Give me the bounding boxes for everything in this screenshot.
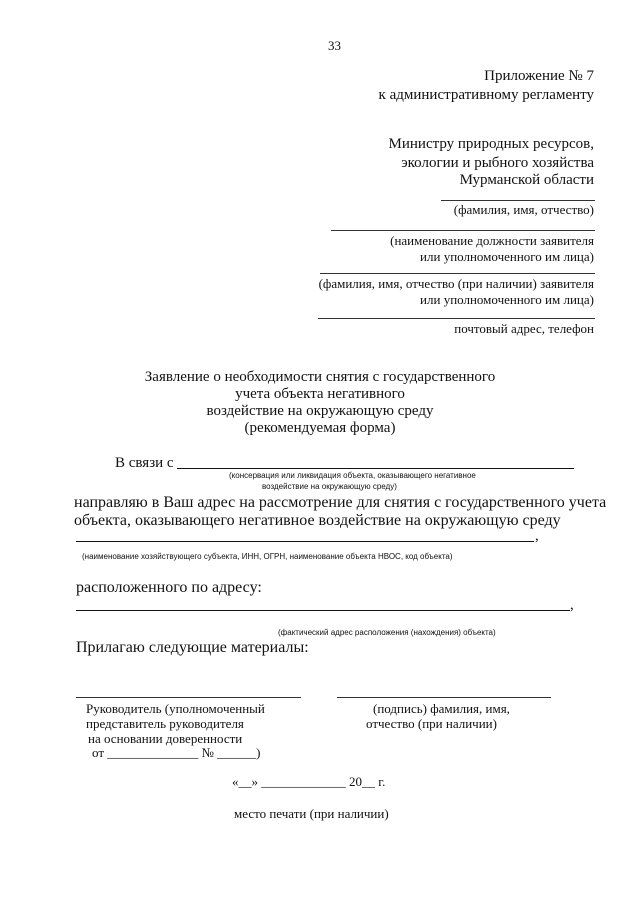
attachments-label: Прилагаю следующие материалы: <box>76 639 309 656</box>
signatory-caption-3: на основании доверенности <box>88 731 243 746</box>
reason-hint-1: (консервация или ликвидация объекта, оказывающего негативное <box>229 471 476 480</box>
date-line: «__» _____________ 20__ г. <box>232 774 386 789</box>
signature-caption-2: отчество (при наличии) <box>366 716 497 731</box>
reason-hint-2: воздействие на окружающую среду) <box>262 482 397 491</box>
appendix-title: Приложение № 7 <box>484 68 594 84</box>
applicant-caption-1: (фамилия, имя, отчество (при наличии) заявителя <box>318 276 594 291</box>
signatory-caption-2: представитель руководителя <box>86 716 244 731</box>
located-at-label: расположенного по адресу: <box>76 579 262 596</box>
sending-line-2: объекта, оказывающего негативное воздействие на окружающую среду <box>74 512 561 529</box>
entity-field-line[interactable] <box>76 541 534 542</box>
fio-caption: (фамилия, имя, отчество) <box>453 202 594 217</box>
in-connection-label: В связи с <box>115 455 174 471</box>
address-field-line[interactable] <box>318 318 595 319</box>
addressee-line-2: экологии и рыбного хозяйства <box>401 155 594 171</box>
signature-line[interactable] <box>337 697 551 698</box>
address-caption: почтовый адрес, телефон <box>454 321 594 336</box>
fio-field-line[interactable] <box>441 200 595 201</box>
power-of-attorney-date: от ______________ № ______) <box>92 745 261 760</box>
page-number: 33 <box>328 38 341 53</box>
address-comma: , <box>570 597 574 613</box>
appendix-subtitle: к административному регламенту <box>378 87 594 103</box>
sending-line-1: направляю в Ваш адрес на рассмотрение для снятия с государственного учета <box>74 494 607 511</box>
addressee-line-1: Министру природных ресурсов, <box>388 136 594 152</box>
signatory-caption-1: Руководитель (уполномоченный <box>86 701 265 716</box>
signature-caption-1: (подпись) фамилия, имя, <box>373 701 510 716</box>
position-caption-2: или уполномоченного им лица) <box>420 249 594 264</box>
reason-field-line[interactable] <box>177 468 574 469</box>
applicant-caption-2: или уполномоченного им лица) <box>420 292 594 307</box>
addressee-line-3: Мурманской области <box>459 172 594 188</box>
statement-title-line-3: воздействие на окружающую среду <box>206 403 434 419</box>
position-field-line[interactable] <box>331 230 595 231</box>
statement-title-line-1: Заявление о необходимости снятия с государственного <box>144 369 496 385</box>
stamp-caption: место печати (при наличии) <box>234 806 389 821</box>
statement-title-line-2: учета объекта негативного <box>235 386 405 402</box>
entity-comma: , <box>535 528 539 544</box>
signatory-line[interactable] <box>76 697 301 698</box>
object-address-field-line[interactable] <box>76 610 570 611</box>
object-address-hint: (фактический адрес расположения (нахождения) объекта) <box>278 628 496 637</box>
position-caption-1: (наименование должности заявителя <box>390 233 594 248</box>
entity-hint: (наименование хозяйствующего субъекта, ИНН, ОГРН, наименование объекта НВОС, код объекта) <box>82 552 453 561</box>
statement-title-line-4: (рекомендуемая форма) <box>244 420 396 436</box>
applicant-field-line[interactable] <box>320 273 595 274</box>
